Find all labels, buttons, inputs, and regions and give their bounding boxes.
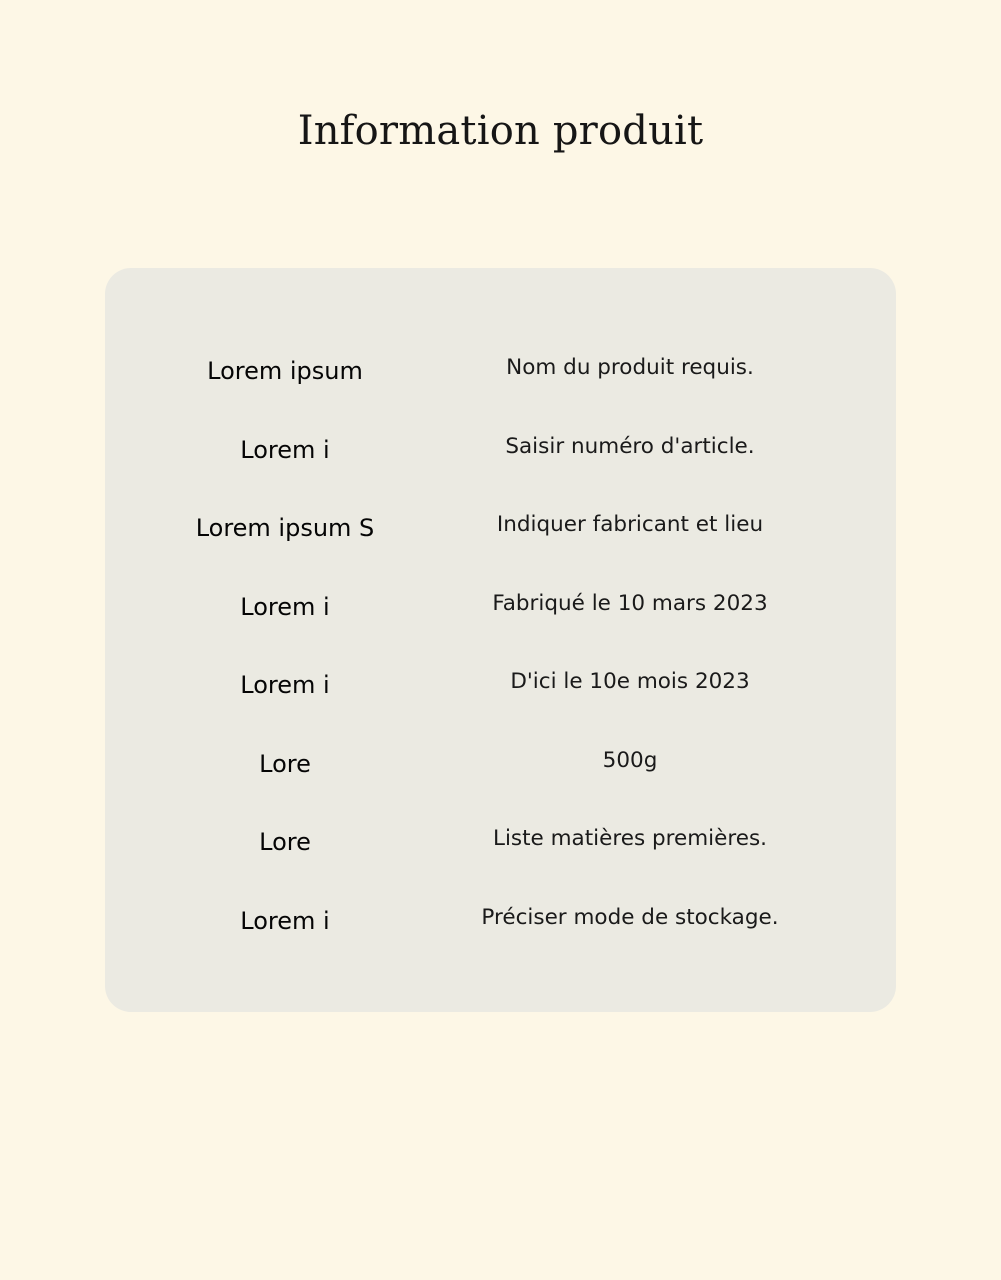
row-value: Indiquer fabricant et lieu — [496, 512, 764, 537]
row-value: Nom du produit requis. — [506, 355, 754, 380]
info-row-weight — [105, 716, 896, 795]
row-label: Lorem i — [240, 592, 330, 621]
row-value: Saisir numéro d'article. — [505, 433, 755, 459]
row-value: Fabriqué le 10 mars 2023 — [492, 590, 768, 616]
row-label: Lorem i — [240, 435, 330, 464]
info-row-manufacture-date — [105, 559, 896, 638]
info-row-product-name — [105, 323, 896, 402]
row-label: Lore — [259, 828, 311, 856]
info-row-article-number — [105, 402, 896, 481]
info-row-manufacturer — [105, 480, 896, 559]
row-value: D'ici le 10e mois 2023 — [510, 669, 750, 694]
row-label: Lorem ipsum S — [195, 514, 375, 542]
row-label: Lorem i — [240, 671, 330, 699]
row-label: Lorem ipsum — [207, 357, 363, 385]
row-label: Lorem i — [240, 906, 330, 935]
info-row-expiry-date — [105, 637, 896, 716]
info-row-ingredients — [105, 794, 896, 873]
row-value: Préciser mode de stockage. — [481, 904, 779, 930]
row-value: Liste matières premières. — [492, 826, 768, 851]
page-title: Information produit — [297, 108, 704, 154]
product-info-card — [105, 268, 896, 1012]
row-label: Lore — [259, 749, 311, 778]
row-value: 500g — [602, 747, 658, 773]
info-row-storage — [105, 873, 896, 952]
